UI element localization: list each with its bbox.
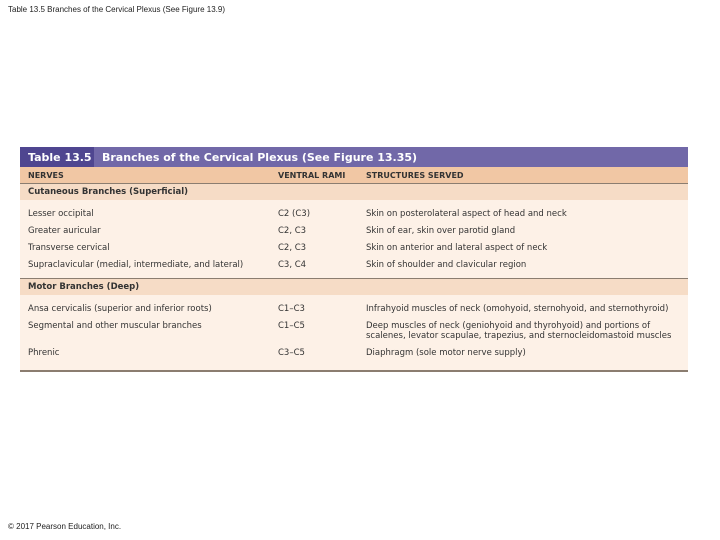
table-row (20, 301, 688, 318)
table-row (20, 257, 688, 274)
structures-cell: Deep muscles of neck (geniohyoid and thyrohyoid) and portions of scalenes, levator scapulae, trapezius, and sternocleidomastoid muscles (366, 321, 672, 341)
slide-title: Table 13.5 Branches of the Cervical Plexus (See Figure 13.9) (8, 5, 226, 14)
copyright-notice: © 2017 Pearson Education, Inc. (8, 522, 122, 531)
table-row (20, 240, 688, 257)
structures-cell: Infrahyoid muscles of neck (omohyoid, sternohyoid, and sternothyroid) (366, 304, 669, 314)
nerve-cell: Greater auricular (28, 226, 101, 236)
header-ventral-rami: VENTRAL RAMI (278, 170, 346, 180)
section-bottom-gap (20, 362, 688, 366)
table-title-bar (20, 147, 688, 167)
table-title: Branches of the Cervical Plexus (See Figure 13.35) (102, 150, 418, 164)
cervical-plexus-table (20, 147, 688, 372)
nerve-cell: Phrenic (28, 348, 60, 358)
table-bottom-rule (20, 370, 688, 372)
nerve-cell: Supraclavicular (medial, intermediate, and lateral) (28, 260, 244, 270)
section-body-motor (20, 295, 688, 370)
section-heading-motor: Motor Branches (Deep) (20, 278, 688, 295)
structures-cell: Skin of ear, skin over parotid gland (366, 226, 516, 236)
nerve-cell: Lesser occipital (28, 209, 94, 219)
nerve-cell: Segmental and other muscular branches (28, 321, 202, 331)
section-heading-cutaneous: Cutaneous Branches (Superficial) (20, 183, 688, 200)
column-headers (20, 167, 688, 183)
table-row (20, 206, 688, 223)
rami-cell: C2 (C3) (278, 209, 311, 219)
rami-cell: C1–C3 (278, 304, 305, 314)
structures-cell: Skin on anterior and lateral aspect of neck (366, 243, 548, 253)
table-row (20, 318, 688, 345)
table-row (20, 223, 688, 240)
rami-cell: C3–C5 (278, 348, 305, 358)
header-structures-served: STRUCTURES SERVED (366, 170, 464, 180)
structures-cell: Skin on posterolateral aspect of head and neck (366, 209, 567, 219)
structures-cell: Diaphragm (sole motor nerve supply) (366, 348, 526, 358)
rami-cell: C3, C4 (278, 260, 307, 270)
structures-cell: Skin of shoulder and clavicular region (366, 260, 527, 270)
rami-cell: C2, C3 (278, 226, 307, 236)
rami-cell: C1–C5 (278, 321, 305, 331)
header-nerves: NERVES (28, 170, 64, 180)
table-row (20, 345, 688, 362)
rami-cell: C2, C3 (278, 243, 307, 253)
section-body-cutaneous (20, 200, 688, 278)
nerve-cell: Transverse cervical (28, 243, 110, 253)
table-number: Table 13.5 (20, 147, 94, 167)
nerve-cell: Ansa cervicalis (superior and inferior roots) (28, 304, 212, 314)
